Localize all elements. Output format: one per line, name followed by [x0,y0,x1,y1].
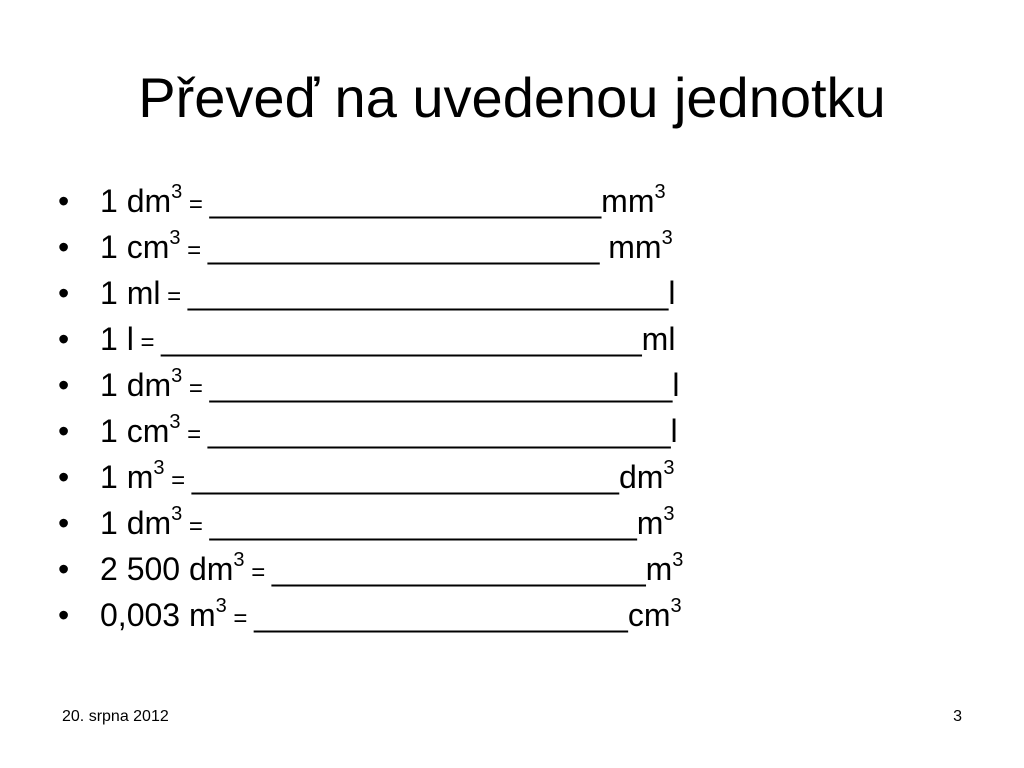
exercise-lhs: 1 dm [100,367,172,403]
equals-sign: = [180,421,208,448]
bullet: • [58,229,70,265]
equals-sign: = [226,605,255,632]
bullet: • [58,183,70,219]
exercise-lhs-exponent: 3 [171,365,183,388]
exercise-lhs-exponent: 3 [233,549,245,572]
exercise-rhs: m [645,551,673,587]
exercise-lhs-exponent: 3 [153,457,165,480]
exercise-rhs: dm [618,459,664,495]
exercise-rhs: cm [627,597,671,633]
bullet: • [58,597,70,633]
answer-blank: _____________________ [254,597,628,633]
equals-sign: = [182,513,210,540]
answer-blank: ______________________ [209,183,602,219]
answer-blank: ________________________ [209,505,637,541]
exercise-text [100,454,675,504]
exercise-lhs-exponent: 3 [215,595,227,618]
bullet: • [58,505,70,541]
exercise-rhs: l [668,275,676,311]
bullet: • [58,367,70,403]
slide-title: Převeď na uvedenou jednotku [138,66,886,129]
exercise-rhs: m [636,505,664,541]
exercise-text [100,408,678,458]
equals-sign: = [133,329,162,356]
answer-blank: ________________________ [191,459,619,495]
answer-blank: __________________________ [207,413,671,449]
equals-sign: = [160,283,188,310]
exercise-lhs: 1 ml [100,275,161,311]
exercise-rhs-exponent: 3 [672,549,684,572]
exercise-lhs: 1 m [100,459,154,495]
exercise-text [100,592,682,642]
exercise-rhs-exponent: 3 [654,181,666,204]
exercise-text [100,546,683,596]
exercise-rhs-exponent: 3 [663,457,675,480]
answer-blank: __________________________ [209,367,673,403]
exercise-lhs: 1 cm [100,413,170,449]
exercise-text [100,500,675,550]
equals-sign: = [164,467,192,494]
exercise-lhs: 1 cm [100,229,170,265]
exercise-rhs: l [670,413,678,449]
exercise-lhs-exponent: 3 [169,411,181,434]
answer-blank: ___________________________ [161,321,642,357]
exercise-lhs-exponent: 3 [169,227,181,250]
exercise-lhs-exponent: 3 [171,503,183,526]
exercise-rhs-exponent: 3 [663,503,675,526]
exercise-lhs: 1 dm [100,505,172,541]
bullet: • [58,321,70,357]
exercise-rhs: l [672,367,680,403]
exercise-text [100,270,675,320]
equals-sign: = [244,559,272,586]
bullet: • [58,551,70,587]
equals-sign: = [182,375,210,402]
exercise-lhs: 1 l [100,321,134,357]
page-number: 3 [953,708,962,725]
answer-blank: ___________________________ [187,275,669,311]
exercise-rhs: mm [608,229,662,265]
exercise-rhs: ml [641,321,676,357]
footer-date: 20. srpna 2012 [62,708,169,725]
equals-sign: = [180,237,208,264]
equals-sign: = [182,191,210,218]
answer-blank: ______________________ [207,229,609,265]
exercise-text [100,316,675,366]
exercise-text [100,362,679,412]
exercise-lhs: 0,003 m [100,597,216,633]
exercise-text [100,224,673,274]
exercise-lhs: 2 500 dm [100,551,234,587]
bullet: • [58,413,70,449]
exercise-lhs: 1 dm [100,183,172,219]
exercise-text [100,178,666,228]
exercise-lhs-exponent: 3 [171,181,183,204]
exercise-rhs: mm [601,183,655,219]
bullet: • [58,459,70,495]
exercise-rhs-exponent: 3 [670,595,682,618]
bullet: • [58,275,70,311]
exercise-rhs-exponent: 3 [661,227,673,250]
answer-blank: _____________________ [271,551,646,587]
